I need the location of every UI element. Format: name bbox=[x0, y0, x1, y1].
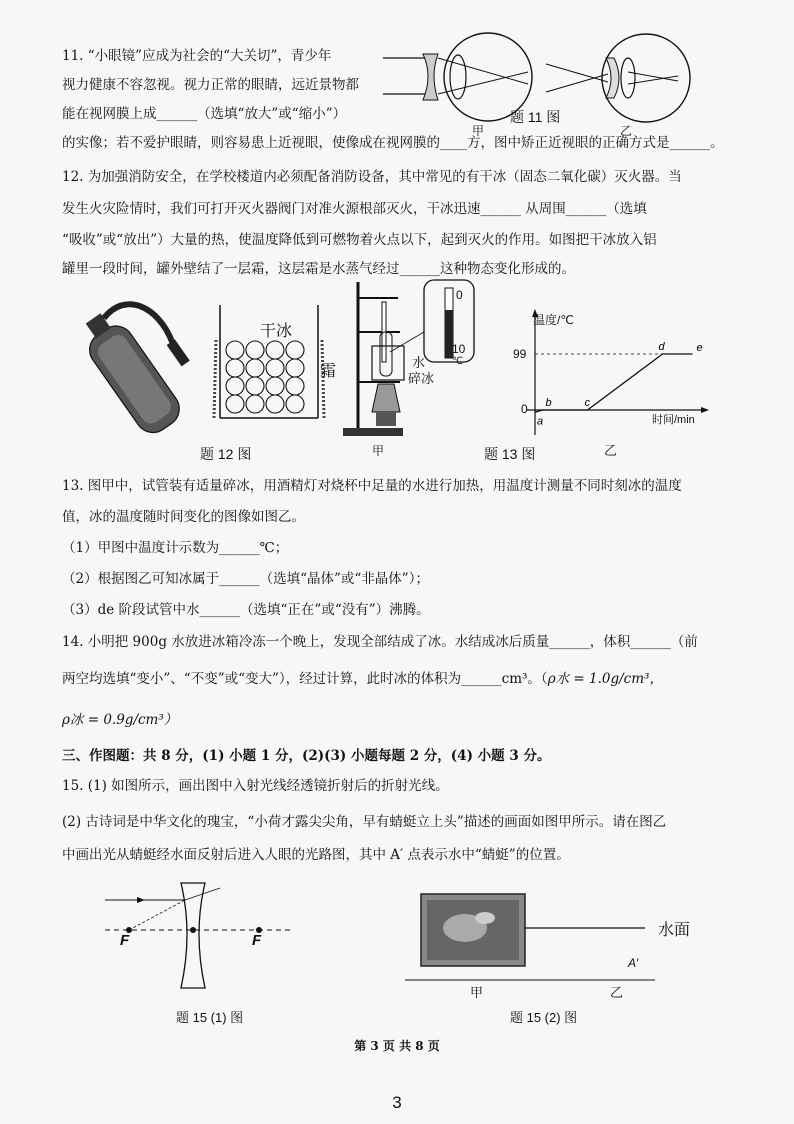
label-shuang: 霜 bbox=[320, 363, 337, 380]
q13-line1: 13. 图甲中，试管装有适量碎冰，用酒精灯对烧杯中足量的水进行加热，用温度计测量不同时刻冰的温度 bbox=[62, 478, 682, 494]
q15-line2: (2) 古诗词是中华文化的瑰宝，“小荷才露尖尖角，早有蜻蜓立上头”描述的画面如图甲所示。请在图乙 bbox=[62, 814, 667, 830]
q15-label-yi: 乙 bbox=[610, 985, 624, 1000]
label-F-right: F bbox=[252, 932, 262, 949]
chart-ytick-0: 0 bbox=[521, 402, 528, 416]
q11-label-jia: 甲 bbox=[472, 124, 485, 138]
q11-line3: 能在视网膜上成______（选填“放大”或“缩小”） bbox=[62, 106, 347, 122]
rho-ice: ρ冰 = 0.9g/cm³） bbox=[62, 712, 178, 728]
q15-water-figure bbox=[405, 888, 665, 988]
q11-label-yi: 乙 bbox=[620, 124, 633, 138]
q15-label-jia: 甲 bbox=[470, 985, 484, 1000]
label-suibing: 碎冰 bbox=[408, 371, 435, 386]
q11-line2: 视力健康不容忽视。视力正常的眼睛，远近景物都 bbox=[62, 77, 359, 93]
q12-line1: 12. 为加强消防安全，在学校楼道内必须配备消防设备，其中常见的有干冰（固态二氧化碳）灭火器。当 bbox=[62, 169, 682, 185]
q14-line2a: 两空均选填“变小”、“不变”或“变大”），经过计算，此时冰的体积为______cm³。（ bbox=[62, 671, 548, 687]
q11-line4: 的实像；若不爱护眼睛，则容易患上近视眼，使像成在视网膜的____方，图中矫正近视眼的正确方式是______。 bbox=[62, 135, 724, 151]
q12-line3: “吸收”或“放出”）大量的热，使温度降低到可燃物着火点以下，起到灭火的作用。如图把干冰放入铝 bbox=[62, 232, 657, 248]
therm-bottom: 10 bbox=[452, 342, 466, 356]
label-ganbing: 干冰 bbox=[260, 323, 293, 340]
point-label-d: d bbox=[658, 341, 665, 353]
point-label-c: c bbox=[584, 397, 590, 409]
q15-fig1-caption: 题 15 (1) 图 bbox=[176, 1010, 244, 1025]
q13-line5: （3）de 阶段试管中水______（选填“正在”或“没有”）沸腾。 bbox=[62, 602, 430, 618]
q12-line4: 罐里一段时间，罐外壁结了一层霜，这层霜是水蒸气经过______这种物态变化形成的。 bbox=[62, 261, 575, 277]
q13-line2: 值，冰的温度随时间变化的图像如图乙。 bbox=[62, 509, 305, 525]
therm-unit: ℃ bbox=[452, 356, 464, 367]
chart-ylabel: 温度/℃ bbox=[533, 313, 574, 327]
q15-line1: 15. (1) 如图所示，画出图中入射光线经透镜折射后的折射光线。 bbox=[62, 778, 449, 794]
point-label-a: a bbox=[537, 415, 544, 428]
q15-fig2-caption: 题 15 (2) 图 bbox=[510, 1010, 578, 1025]
therm-top: 0 bbox=[456, 288, 463, 302]
fire-extinguisher-image bbox=[58, 290, 208, 440]
q15-line3: 中画出光从蜻蜓经水面反射后进入人眼的光路图，其中 A′ 点表示水中“蜻蜓”的位置。 bbox=[62, 847, 570, 863]
chart-ytick-99: 99 bbox=[513, 347, 527, 361]
page-footer: 第 3 页 共 8 页 bbox=[354, 1039, 440, 1053]
q12-line2: 发生火灾险情时，我们可打开灭火器阀门对准火源根部灭火，干冰迅速______ 从周围______（选填 bbox=[62, 201, 647, 217]
page-number: 3 bbox=[392, 1093, 402, 1112]
q11-fig-caption: 题 11 图 bbox=[510, 109, 561, 125]
point-label-b: b bbox=[545, 397, 552, 409]
label-A-prime: A′ bbox=[628, 956, 639, 970]
label-shuimian: 水面 bbox=[658, 922, 691, 939]
q13-label-jia: 甲 bbox=[372, 444, 385, 458]
rho-water: ρ水 = 1.0g/cm³， bbox=[547, 671, 663, 687]
temperature-curve bbox=[535, 354, 693, 412]
chart-xlabel: 时间/min bbox=[652, 414, 695, 426]
section3-heading: 三、作图题：共 8 分，(1) 小题 1 分，(2)(3) 小题每题 2 分，(4) 小题 3 分。 bbox=[62, 748, 551, 764]
label-F-left: F bbox=[120, 932, 130, 949]
q13-label-yi: 乙 bbox=[604, 443, 618, 458]
q14-line2 bbox=[62, 670, 663, 688]
q13-line3: （1）甲图中温度计示数为______℃； bbox=[62, 540, 289, 556]
q13-fig-caption: 题 13 图 bbox=[484, 446, 536, 462]
q11-line1: 11. “小眼镜”应成为社会的“大关切”，青少年 bbox=[62, 48, 332, 64]
q12-fig-caption: 题 12 图 bbox=[200, 446, 252, 462]
eye-yi bbox=[546, 34, 690, 122]
point-label-e: e bbox=[696, 342, 703, 354]
q13-line4: （2）根据图乙可知冰属于______（选填“晶体”或“非晶体”）； bbox=[62, 571, 429, 587]
q14-line1: 14. 小明把 900g 水放进冰箱冷冻一个晚上，发现全部结成了冰。水结成冰后质量______，体积______（前 bbox=[62, 634, 698, 650]
label-shui: 水 bbox=[412, 355, 426, 370]
concave-lens bbox=[181, 883, 205, 988]
